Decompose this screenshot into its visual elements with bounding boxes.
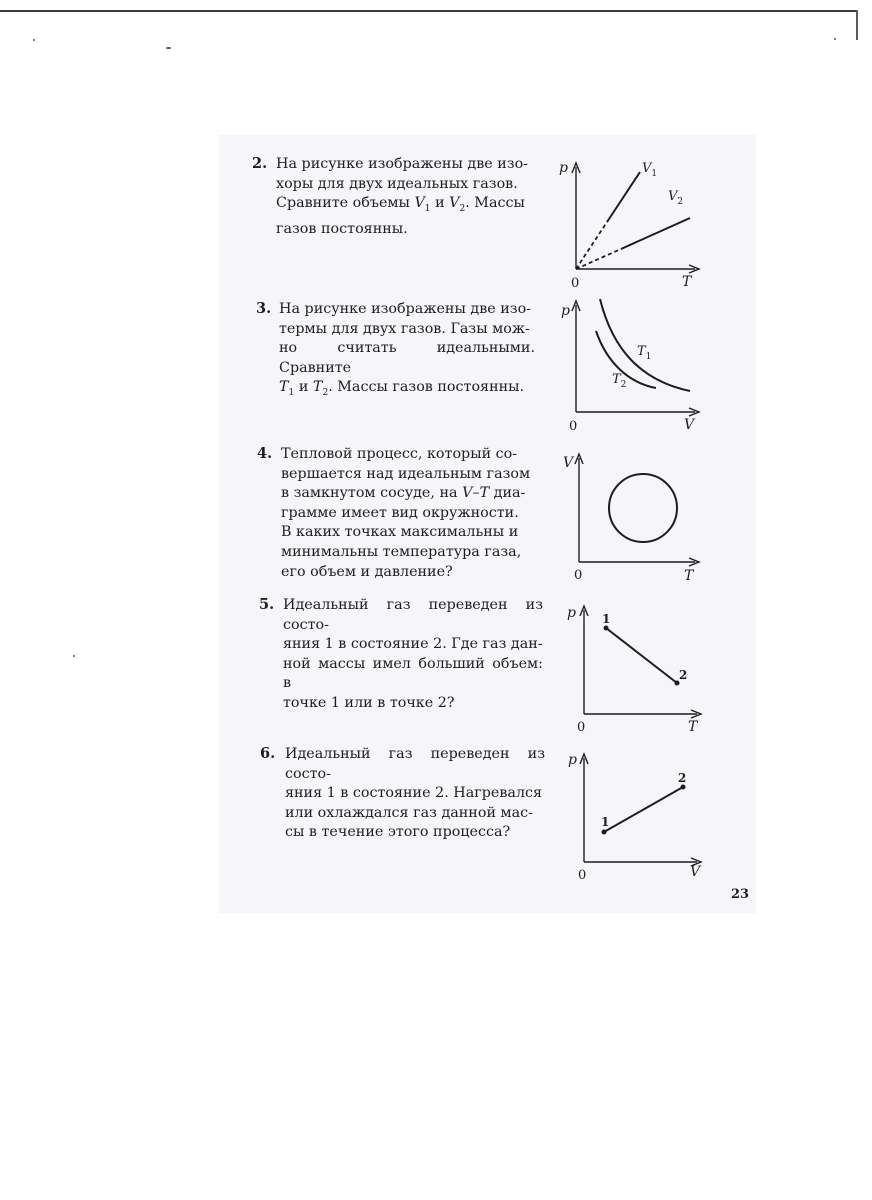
isochore-graph <box>549 155 709 295</box>
problem-text: На рисунке изображены две изо- хоры для двух идеальных газов. Сравните объемы $V_1$ и $V_2$. Массы газов постоянны. <box>276 156 529 237</box>
curve-label-t2: $T_2$ <box>612 372 627 390</box>
process-line <box>604 787 683 832</box>
scan-edge-top <box>0 10 858 12</box>
problem-number: 4. <box>257 445 273 462</box>
curve-label-v1: $V_1$ <box>642 161 658 179</box>
curve-label-t1: $T_1$ <box>637 344 652 362</box>
isochore-v2 <box>621 218 690 249</box>
x-axis-label: T <box>682 274 692 290</box>
scan-speck <box>166 47 171 49</box>
pv-process-graph <box>549 744 709 884</box>
point-1-label: 1 <box>602 612 611 626</box>
isochore-v1 <box>607 172 640 222</box>
origin-label: 0 <box>571 276 580 291</box>
problem-text: Идеальный газ переведен из состо- яния 1 в состояние 2. Где газ дан- ной массы имел больший объем: в точке 1 или в точке 2? <box>283 597 543 711</box>
point-1-label: 1 <box>601 815 610 829</box>
isochore-v2-dashed <box>576 249 621 269</box>
page-number: 23 <box>731 887 750 902</box>
scan-speck <box>33 39 35 41</box>
x-axis-label: T <box>688 719 698 735</box>
problem-number: 5. <box>259 596 275 613</box>
process-line <box>606 628 677 683</box>
x-axis-label: V <box>684 417 695 433</box>
origin-label: 0 <box>578 868 587 883</box>
state-point-1 <box>602 830 607 835</box>
y-axis-label: p <box>559 160 568 176</box>
problem-number: 3. <box>256 300 272 317</box>
scan-edge-right <box>856 10 858 40</box>
y-axis-label: p <box>568 752 577 768</box>
state-point-2 <box>681 785 686 790</box>
y-axis-label: V <box>563 455 574 471</box>
x-axis-label: V <box>690 864 701 880</box>
problem-number: 6. <box>260 745 276 762</box>
process-circle <box>609 474 677 542</box>
problem-number: 2. <box>252 155 268 172</box>
pt-process-graph <box>549 597 709 737</box>
state-point-1 <box>604 626 609 631</box>
vt-circle-graph <box>549 447 709 587</box>
origin-label: 0 <box>569 419 578 434</box>
y-axis-label: p <box>567 605 576 621</box>
scan-speck <box>834 38 836 40</box>
origin-label: 0 <box>577 720 586 735</box>
textbook-page <box>219 135 756 913</box>
problem-text: На рисунке изображены две изо- термы для двух газов. Газы мож- но считать идеальными. Сравните $T_1$ и $T_2$. Массы газов постоянны. <box>279 301 535 399</box>
origin-label: 0 <box>574 568 583 583</box>
point-2-label: 2 <box>679 668 688 682</box>
problem-text: Идеальный газ переведен из состо- яния 1 в состояние 2. Нагревался или охлаждался газ данной мас- сы в течение этого процесса? <box>285 746 545 841</box>
scan-speck <box>73 655 75 657</box>
isotherm-graph <box>549 293 709 433</box>
problem-text: Тепловой процесс, который со- вершается над идеальным газом в замкнутом сосуде, на V–T диа- грамме имеет вид окружности. В каких точках максимальны и минимальны температура газа, его объем и давление? <box>281 446 531 580</box>
x-axis-label: T <box>684 568 694 584</box>
y-axis-label: p <box>561 303 570 319</box>
point-2-label: 2 <box>678 771 687 785</box>
curve-label-v2: $V_2$ <box>668 189 684 207</box>
